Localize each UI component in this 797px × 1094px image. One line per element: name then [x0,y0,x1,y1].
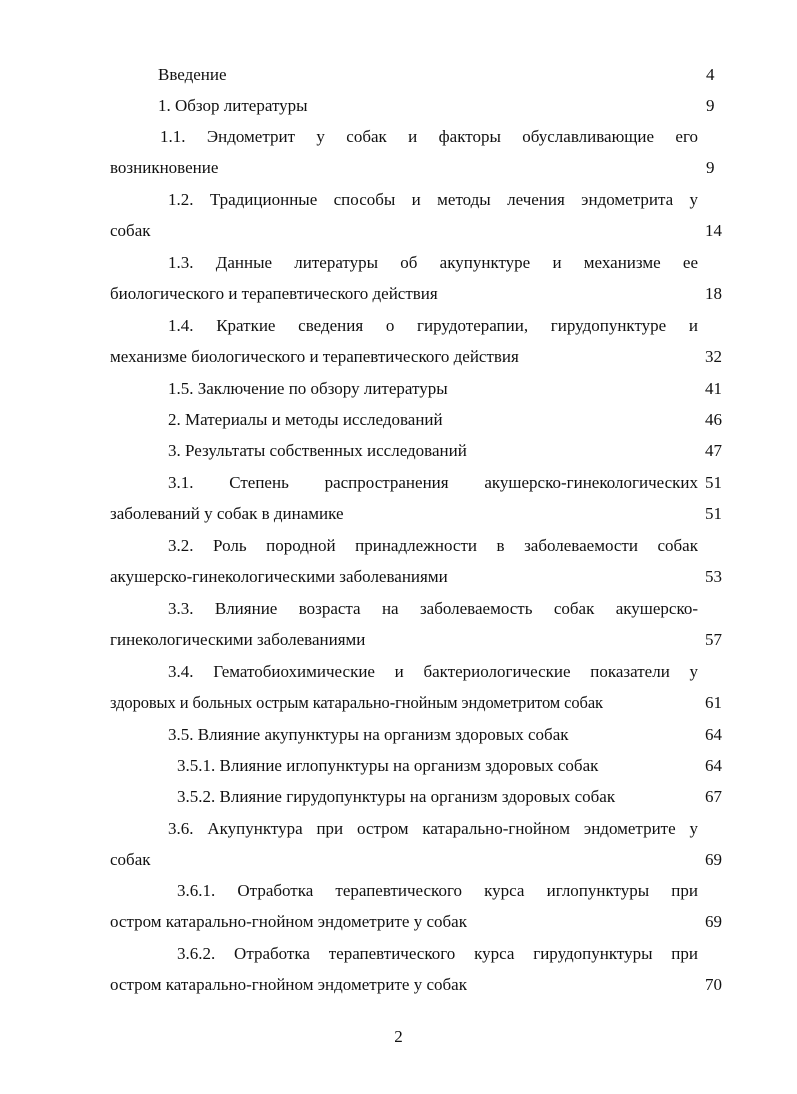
toc-entry-title-line-2: акушерско-гинекологическими заболеваниями [110,567,448,586]
toc-entry-title-line-1: 3.4. Гематобиохимические и бактериологические показатели у [168,662,698,681]
toc-entry-1-4 [110,316,720,376]
toc-entry-title-line-1: 3.3. Влияние возраста на заболеваемость собак акушерско- [168,599,698,618]
toc-entry-page: 47 [705,441,722,460]
toc-entry-title-line-2: возникновение [110,158,219,177]
toc-entry-3-4 [110,662,720,722]
toc-entry-title-line-1: 1.1. Эндометрит у собак и факторы обуславливающие его [160,127,698,146]
toc-entry-title-line-2: биологического и терапевтического действия [110,284,438,303]
toc-entry-title-line-1: 1.4. Краткие сведения о гирудотерапии, гирудопунктуре и [168,316,698,335]
toc-entry-title-line-1: 3.1. Степень распространения акушерско-гинекологических [168,473,698,492]
toc-entry-3-6 [110,819,720,879]
toc-entry-title-line-2: собак [110,850,151,869]
toc-entry-page: 32 [705,347,722,366]
toc-entry-title: 3.5.1. Влияние иглопунктуры на организм здоровых собак [177,756,599,775]
toc-entry-page: 41 [705,379,722,398]
toc-entry-3-6-2 [110,944,720,1004]
toc-entry-1-1 [110,127,720,187]
toc-entry-title-line-2: остром катарально-гнойном эндометрите у собак [110,912,467,931]
toc-entry-page: 46 [705,410,722,429]
toc-entry-title: 3.5.2. Влияние гирудопунктуры на организм здоровых собак [177,787,616,806]
toc-entry-page: 64 [705,756,722,775]
toc-entry-3-1 [110,473,720,533]
page-number: 2 [394,1027,403,1046]
toc-entry-title-line-2: гинекологическими заболеваниями [110,630,366,649]
toc-entry-title-line-2: механизме биологического и терапевтического действия [110,347,519,366]
toc-entry-title-line-1: 3.6.2. Отработка терапевтического курса гирудопунктуры при [177,944,698,963]
toc-entry-page: 67 [705,787,722,806]
toc-entry-title-line-2: остром катарально-гнойном эндометрите у собак [110,975,467,994]
toc-entry-3-2 [110,536,720,596]
toc-entry-title-line-1: 1.3. Данные литературы об акупунктуре и механизме ее [168,253,698,272]
toc-entry-page: 64 [705,725,722,744]
toc-entry-page: 14 [705,221,722,240]
toc-entry-1-2 [110,190,720,250]
toc-entry-title: 2. Материалы и методы исследований [168,410,443,429]
toc-entry-title: 3. Результаты собственных исследований [168,441,467,460]
toc-entry-title-line-1: 3.6.1. Отработка терапевтического курса иглопунктуры при [177,881,698,900]
toc-entry-3-6-1 [110,881,720,941]
toc-entry-title-line-1: 3.2. Роль породной принадлежности в заболеваемости собак [168,536,698,555]
toc-entry-page: 61 [705,693,722,712]
toc-entry-page: 4 [706,65,715,84]
toc-entry-page: 51 [705,504,722,523]
toc-entry-page: 69 [705,850,722,869]
toc-entry-title: 1.5. Заключение по обзору литературы [168,379,448,398]
toc-entry-page: 53 [705,567,722,586]
toc-entry-page: 57 [705,630,722,649]
toc-entry-title-line-1: 1.2. Традиционные способы и методы лечения эндометрита у [168,190,698,209]
toc-entry-title: Введение [158,65,227,84]
toc-entry-title: 1. Обзор литературы [158,96,308,115]
toc-entry-page: 69 [705,912,722,931]
toc-entry-title: 3.5. Влияние акупунктуры на организм здоровых собак [168,725,569,744]
toc-entry-page: 9 [706,96,715,115]
toc-entry-page: 18 [705,284,722,303]
toc-entry-title-line-2: здоровых и больных острым катарально-гнойным эндометритом собак [110,693,603,712]
toc-entry-page: 70 [705,975,722,994]
toc-entry-1-3 [110,253,720,313]
toc-entry-title-line-1: 3.6. Акупунктура при остром катарально-гнойном эндометрите у [168,819,698,838]
toc-entry-page: 9 [706,158,715,177]
toc-entry-3-3 [110,599,720,659]
toc-entry-page-first: 51 [705,473,722,492]
toc-entry-title-line-2: заболеваний у собак в динамике [110,504,344,523]
toc-entry-title-line-2: собак [110,221,151,240]
